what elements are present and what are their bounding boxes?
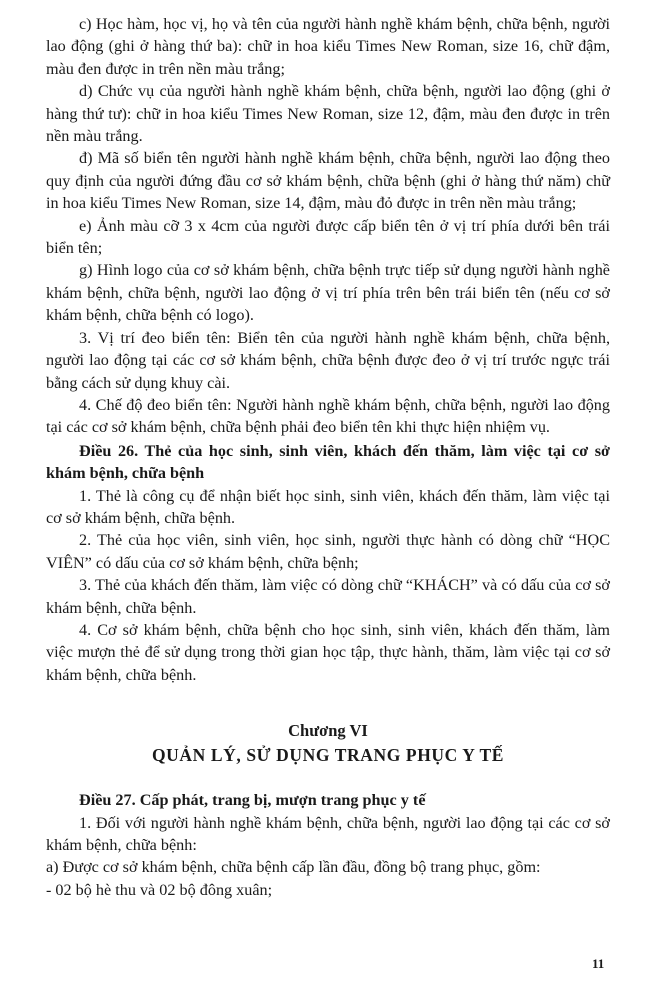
- page-body: [46, 13, 610, 901]
- paragraph-item-d: d) Chức vụ của người hành nghề khám bệnh, chữa bệnh, người lao động (ghi ở hàng thứ tư): chữ in hoa kiểu Times New Roman, size 12, đậm, màu đen được in trên nền màu trắng.: [46, 82, 610, 146]
- article-26-clause-1: 1. Thẻ là công cụ để nhận biết học sinh, sinh viên, khách đến thăm, làm việc tại cơ sở khám bệnh, chữa bệnh.: [46, 486, 610, 527]
- article-26-heading: Điều 26. Thẻ của học sinh, sinh viên, khách đến thăm, làm việc tại cơ sở khám bệnh, chữa bệnh: [46, 441, 610, 483]
- article-26-clause-4: 4. Cơ sở khám bệnh, chữa bệnh cho học sinh, sinh viên, khách đến thăm, làm việc mượn thẻ để sử dụng trong thời gian học tập, thực hành, thăm, làm việc tại cơ sở khám bệnh, chữa bệnh.: [46, 620, 610, 684]
- paragraph-clause-4: 4. Chế độ đeo biển tên: Người hành nghề khám bệnh, chữa bệnh, người lao động tại các cơ sở khám bệnh, chữa bệnh phải đeo biển tên khi thực hiện nhiệm vụ.: [46, 395, 610, 437]
- paragraph-item-dd: đ) Mã số biển tên người hành nghề khám bệnh, chữa bệnh, người lao động theo quy định của người đứng đầu cơ sở khám bệnh, chữa bệnh (ghi ở hàng thứ năm) chữ in hoa kiểu Times New Roman, size 14, đậm, màu đỏ được in trên nền màu trắng;: [46, 149, 610, 213]
- chapter-label: Chương VI: [288, 721, 368, 741]
- paragraph-item-e: e) Ảnh màu cỡ 3 x 4cm của người được cấp biển tên ở vị trí phía dưới bên trái biển tên;: [46, 216, 610, 258]
- paragraph-item-g: g) Hình logo của cơ sở khám bệnh, chữa bệnh trực tiếp sử dụng người hành nghề khám bệnh, chữa bệnh, người lao động ở vị trí phía trên bên trái biển tên (nếu cơ sở khám bệnh, chữa bệnh có logo).: [46, 261, 610, 325]
- chapter-title: QUẢN LÝ, SỬ DỤNG TRANG PHỤC Y TẾ: [151, 745, 505, 766]
- paragraph-clause-3: 3. Vị trí đeo biển tên: Biển tên của người hành nghề khám bệnh, chữa bệnh, người lao động tại các cơ sở khám bệnh, chữa bệnh được đeo ở vị trí trước ngực trái bằng cách sử dụng khuy cài.: [46, 328, 610, 392]
- article-26-clause-3: 3. Thẻ của khách đến thăm, làm việc có dòng chữ “KHÁCH” và có dấu của cơ sở khám bệnh, chữa bệnh.: [46, 576, 610, 617]
- article-26-clause-2: 2. Thẻ của học viên, sinh viên, học sinh, người thực hành có dòng chữ “HỌC VIÊN” có dấu của cơ sở khám bệnh, chữa bệnh;: [46, 531, 610, 572]
- paragraph-item-c: c) Học hàm, học vị, họ và tên của người hành nghề khám bệnh, chữa bệnh, người lao động (ghi ở hàng thứ ba): chữ in hoa kiểu Times New Roman, size 16, chữ đậm, màu đen được in trên nền màu trắng;: [46, 15, 610, 78]
- article-27-dash-item: - 02 bộ hè thu và 02 bộ đông xuân;: [46, 880, 273, 899]
- article-27-clause-1: 1. Đối với người hành nghề khám bệnh, chữa bệnh, người lao động tại các cơ sở khám bệnh, chữa bệnh:: [46, 813, 610, 854]
- page-number: 11: [592, 956, 605, 971]
- article-27-heading: Điều 27. Cấp phát, trang bị, mượn trang phục y tế: [79, 791, 426, 810]
- article-27-item-a: a) Được cơ sở khám bệnh, chữa bệnh cấp lần đầu, đồng bộ trang phục, gồm:: [46, 858, 541, 877]
